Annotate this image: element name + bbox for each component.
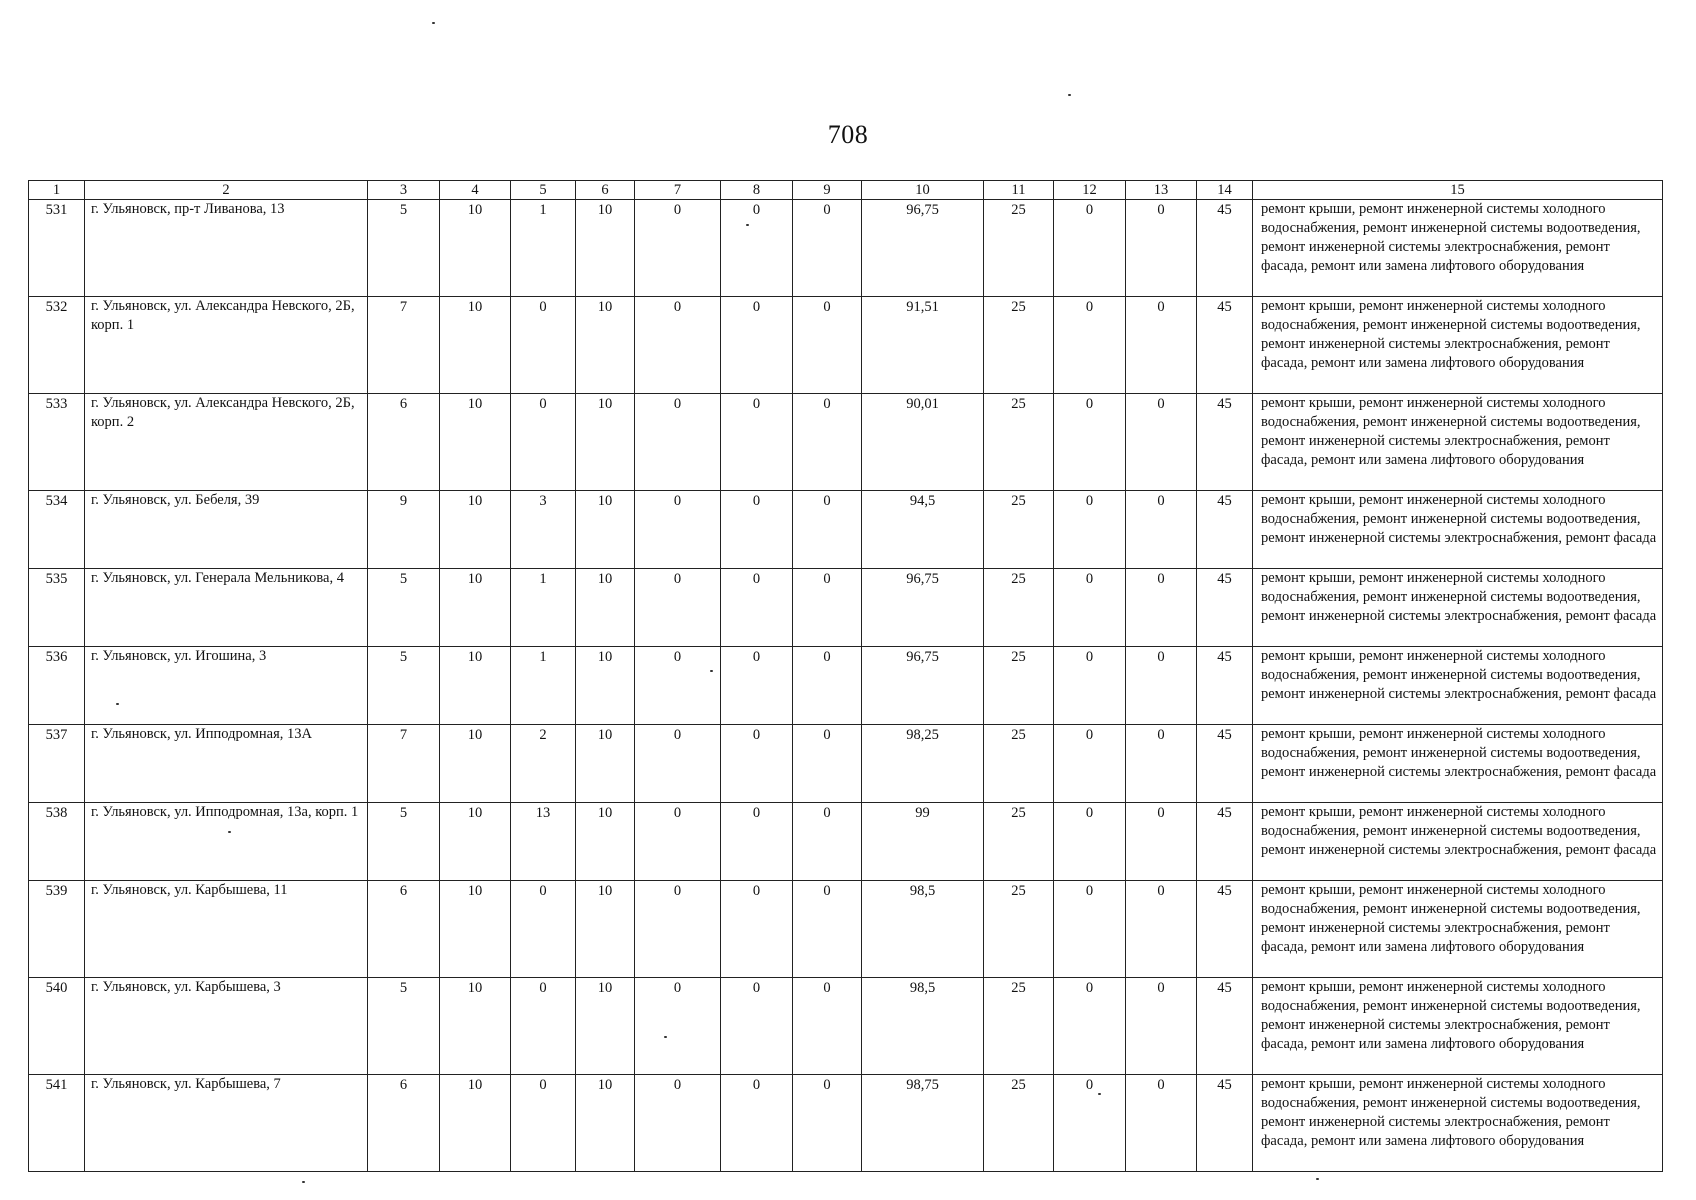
table-row bbox=[29, 647, 1663, 725]
cell-col-6: 10 bbox=[576, 647, 635, 725]
cell-col-7: 0 bbox=[635, 978, 721, 1075]
table-row bbox=[29, 803, 1663, 881]
cell-col-10: 98,5 bbox=[862, 978, 984, 1075]
cell-col-9: 0 bbox=[793, 200, 862, 297]
cell-col-3: 7 bbox=[368, 725, 440, 803]
cell-col-6: 10 bbox=[576, 803, 635, 881]
cell-col-11: 25 bbox=[984, 491, 1054, 569]
cell-col-3: 5 bbox=[368, 200, 440, 297]
cell-col-8: 0 bbox=[721, 881, 793, 978]
cell-col-10: 91,51 bbox=[862, 297, 984, 394]
cell-col-12: 0 bbox=[1054, 297, 1126, 394]
cell-col-11: 25 bbox=[984, 725, 1054, 803]
cell-col-7: 0 bbox=[635, 394, 721, 491]
cell-col-14: 45 bbox=[1197, 978, 1253, 1075]
scan-speck bbox=[1316, 1178, 1319, 1180]
cell-col-8: 0 bbox=[721, 725, 793, 803]
address-cell: г. Ульяновск, пр-т Ливанова, 13 bbox=[85, 200, 368, 297]
cell-col-10: 94,5 bbox=[862, 491, 984, 569]
col-header-6: 6 bbox=[576, 181, 635, 200]
table-row bbox=[29, 200, 1663, 297]
cell-col-11: 25 bbox=[984, 803, 1054, 881]
cell-col-4: 10 bbox=[440, 1075, 511, 1172]
address-cell: г. Ульяновск, ул. Бебеля, 39 bbox=[85, 491, 368, 569]
cell-col-8: 0 bbox=[721, 978, 793, 1075]
cell-col-3: 6 bbox=[368, 1075, 440, 1172]
cell-col-5: 0 bbox=[511, 394, 576, 491]
col-header-14: 14 bbox=[1197, 181, 1253, 200]
col-header-8: 8 bbox=[721, 181, 793, 200]
table-row bbox=[29, 569, 1663, 647]
cell-col-8: 0 bbox=[721, 569, 793, 647]
col-header-7: 7 bbox=[635, 181, 721, 200]
cell-col-4: 10 bbox=[440, 725, 511, 803]
cell-col-13: 0 bbox=[1126, 569, 1197, 647]
works-list-cell: ремонт крыши, ремонт инженерной системы холодного водоснабжения, ремонт инженерной системы водоотведения, ремонт инженерной системы электроснабжения, ремонт фасада, ремонт или замена лифтового оборудования bbox=[1253, 881, 1663, 978]
table-row bbox=[29, 297, 1663, 394]
scan-speck bbox=[664, 1036, 667, 1038]
cell-col-11: 25 bbox=[984, 297, 1054, 394]
works-list-cell: ремонт крыши, ремонт инженерной системы холодного водоснабжения, ремонт инженерной системы водоотведения, ремонт инженерной системы электроснабжения, ремонт фасада, ремонт или замена лифтового оборудования bbox=[1253, 394, 1663, 491]
works-list-cell: ремонт крыши, ремонт инженерной системы холодного водоснабжения, ремонт инженерной системы водоотведения, ремонт инженерной системы электроснабжения, ремонт фасада bbox=[1253, 725, 1663, 803]
column-number-row bbox=[29, 181, 1663, 200]
cell-col-4: 10 bbox=[440, 569, 511, 647]
cell-col-4: 10 bbox=[440, 200, 511, 297]
cell-col-4: 10 bbox=[440, 881, 511, 978]
col-header-12: 12 bbox=[1054, 181, 1126, 200]
cell-col-9: 0 bbox=[793, 297, 862, 394]
cell-col-8: 0 bbox=[721, 647, 793, 725]
row-number: 534 bbox=[29, 491, 85, 569]
cell-col-10: 96,75 bbox=[862, 200, 984, 297]
col-header-9: 9 bbox=[793, 181, 862, 200]
cell-col-12: 0 bbox=[1054, 978, 1126, 1075]
cell-col-7: 0 bbox=[635, 1075, 721, 1172]
cell-col-14: 45 bbox=[1197, 803, 1253, 881]
row-number: 541 bbox=[29, 1075, 85, 1172]
cell-col-11: 25 bbox=[984, 978, 1054, 1075]
cell-col-14: 45 bbox=[1197, 725, 1253, 803]
cell-col-12: 0 bbox=[1054, 803, 1126, 881]
cell-col-14: 45 bbox=[1197, 394, 1253, 491]
col-header-5: 5 bbox=[511, 181, 576, 200]
address-cell: г. Ульяновск, ул. Карбышева, 11 bbox=[85, 881, 368, 978]
cell-col-11: 25 bbox=[984, 647, 1054, 725]
cell-col-13: 0 bbox=[1126, 491, 1197, 569]
cell-col-5: 1 bbox=[511, 647, 576, 725]
cell-col-7: 0 bbox=[635, 725, 721, 803]
cell-col-5: 2 bbox=[511, 725, 576, 803]
row-number: 536 bbox=[29, 647, 85, 725]
table-row bbox=[29, 491, 1663, 569]
cell-col-6: 10 bbox=[576, 881, 635, 978]
cell-col-3: 5 bbox=[368, 978, 440, 1075]
cell-col-12: 0 bbox=[1054, 569, 1126, 647]
col-header-3: 3 bbox=[368, 181, 440, 200]
cell-col-8: 0 bbox=[721, 491, 793, 569]
table-row bbox=[29, 394, 1663, 491]
cell-col-12: 0 bbox=[1054, 647, 1126, 725]
cell-col-9: 0 bbox=[793, 881, 862, 978]
cell-col-8: 0 bbox=[721, 200, 793, 297]
col-header-1: 1 bbox=[29, 181, 85, 200]
cell-col-6: 10 bbox=[576, 978, 635, 1075]
cell-col-12: 0 bbox=[1054, 394, 1126, 491]
col-header-11: 11 bbox=[984, 181, 1054, 200]
cell-col-8: 0 bbox=[721, 803, 793, 881]
works-list-cell: ремонт крыши, ремонт инженерной системы холодного водоснабжения, ремонт инженерной системы водоотведения, ремонт инженерной системы электроснабжения, ремонт фасада, ремонт или замена лифтового оборудования bbox=[1253, 297, 1663, 394]
cell-col-3: 7 bbox=[368, 297, 440, 394]
cell-col-9: 0 bbox=[793, 569, 862, 647]
row-number: 533 bbox=[29, 394, 85, 491]
address-cell: г. Ульяновск, ул. Игошина, 3 bbox=[85, 647, 368, 725]
col-header-2: 2 bbox=[85, 181, 368, 200]
cell-col-12: 0 bbox=[1054, 200, 1126, 297]
col-header-15: 15 bbox=[1253, 181, 1663, 200]
cell-col-9: 0 bbox=[793, 394, 862, 491]
address-cell: г. Ульяновск, ул. Генерала Мельникова, 4 bbox=[85, 569, 368, 647]
row-number: 539 bbox=[29, 881, 85, 978]
scan-speck bbox=[116, 703, 119, 705]
works-list-cell: ремонт крыши, ремонт инженерной системы холодного водоснабжения, ремонт инженерной системы водоотведения, ремонт инженерной системы электроснабжения, ремонт фасада bbox=[1253, 491, 1663, 569]
cell-col-10: 98,25 bbox=[862, 725, 984, 803]
col-header-10: 10 bbox=[862, 181, 984, 200]
cell-col-4: 10 bbox=[440, 491, 511, 569]
cell-col-3: 9 bbox=[368, 491, 440, 569]
works-list-cell: ремонт крыши, ремонт инженерной системы холодного водоснабжения, ремонт инженерной системы водоотведения, ремонт инженерной системы электроснабжения, ремонт фасада bbox=[1253, 569, 1663, 647]
address-cell: г. Ульяновск, ул. Александра Невского, 2Б, корп. 2 bbox=[85, 394, 368, 491]
row-number: 540 bbox=[29, 978, 85, 1075]
works-list-cell: ремонт крыши, ремонт инженерной системы холодного водоснабжения, ремонт инженерной системы водоотведения, ремонт инженерной системы электроснабжения, ремонт фасада bbox=[1253, 647, 1663, 725]
address-cell: г. Ульяновск, ул. Ипподромная, 13а, корп. 1 bbox=[85, 803, 368, 881]
scan-speck bbox=[1068, 94, 1071, 96]
cell-col-11: 25 bbox=[984, 881, 1054, 978]
cell-col-12: 0 bbox=[1054, 725, 1126, 803]
cell-col-11: 25 bbox=[984, 1075, 1054, 1172]
cell-col-12: 0 bbox=[1054, 491, 1126, 569]
cell-col-3: 6 bbox=[368, 881, 440, 978]
col-header-13: 13 bbox=[1126, 181, 1197, 200]
cell-col-5: 0 bbox=[511, 978, 576, 1075]
cell-col-13: 0 bbox=[1126, 1075, 1197, 1172]
cell-col-10: 98,75 bbox=[862, 1075, 984, 1172]
cell-col-6: 10 bbox=[576, 394, 635, 491]
cell-col-10: 98,5 bbox=[862, 881, 984, 978]
cell-col-3: 5 bbox=[368, 803, 440, 881]
cell-col-13: 0 bbox=[1126, 881, 1197, 978]
cell-col-6: 10 bbox=[576, 200, 635, 297]
works-list-cell: ремонт крыши, ремонт инженерной системы холодного водоснабжения, ремонт инженерной системы водоотведения, ремонт инженерной системы электроснабжения, ремонт фасада, ремонт или замена лифтового оборудования bbox=[1253, 1075, 1663, 1172]
cell-col-6: 10 bbox=[576, 725, 635, 803]
cell-col-7: 0 bbox=[635, 569, 721, 647]
scan-speck bbox=[432, 22, 435, 24]
cell-col-3: 5 bbox=[368, 647, 440, 725]
table-row bbox=[29, 1075, 1663, 1172]
cell-col-9: 0 bbox=[793, 491, 862, 569]
cell-col-4: 10 bbox=[440, 647, 511, 725]
cell-col-6: 10 bbox=[576, 1075, 635, 1172]
cell-col-6: 10 bbox=[576, 491, 635, 569]
works-list-cell: ремонт крыши, ремонт инженерной системы холодного водоснабжения, ремонт инженерной системы водоотведения, ремонт инженерной системы электроснабжения, ремонт фасада bbox=[1253, 803, 1663, 881]
cell-col-5: 13 bbox=[511, 803, 576, 881]
scan-speck bbox=[228, 831, 231, 833]
scan-speck bbox=[746, 224, 749, 226]
cell-col-13: 0 bbox=[1126, 394, 1197, 491]
cell-col-5: 0 bbox=[511, 881, 576, 978]
cell-col-5: 1 bbox=[511, 200, 576, 297]
scan-speck bbox=[1098, 1093, 1101, 1095]
scan-speck bbox=[302, 1181, 305, 1183]
row-number: 535 bbox=[29, 569, 85, 647]
cell-col-5: 0 bbox=[511, 297, 576, 394]
row-number: 537 bbox=[29, 725, 85, 803]
col-header-4: 4 bbox=[440, 181, 511, 200]
cell-col-6: 10 bbox=[576, 297, 635, 394]
cell-col-14: 45 bbox=[1197, 647, 1253, 725]
cell-col-5: 0 bbox=[511, 1075, 576, 1172]
table-row bbox=[29, 881, 1663, 978]
works-list-cell: ремонт крыши, ремонт инженерной системы холодного водоснабжения, ремонт инженерной системы водоотведения, ремонт инженерной системы электроснабжения, ремонт фасада, ремонт или замена лифтового оборудования bbox=[1253, 200, 1663, 297]
cell-col-13: 0 bbox=[1126, 803, 1197, 881]
table-row bbox=[29, 978, 1663, 1075]
cell-col-6: 10 bbox=[576, 569, 635, 647]
cell-col-10: 90,01 bbox=[862, 394, 984, 491]
cell-col-13: 0 bbox=[1126, 725, 1197, 803]
address-cell: г. Ульяновск, ул. Александра Невского, 2Б, корп. 1 bbox=[85, 297, 368, 394]
cell-col-13: 0 bbox=[1126, 297, 1197, 394]
cell-col-14: 45 bbox=[1197, 881, 1253, 978]
cell-col-8: 0 bbox=[721, 1075, 793, 1172]
address-cell: г. Ульяновск, ул. Ипподромная, 13А bbox=[85, 725, 368, 803]
cell-col-13: 0 bbox=[1126, 978, 1197, 1075]
cell-col-5: 1 bbox=[511, 569, 576, 647]
cell-col-11: 25 bbox=[984, 394, 1054, 491]
address-cell: г. Ульяновск, ул. Карбышева, 3 bbox=[85, 978, 368, 1075]
cell-col-9: 0 bbox=[793, 647, 862, 725]
cell-col-7: 0 bbox=[635, 491, 721, 569]
works-list-cell: ремонт крыши, ремонт инженерной системы холодного водоснабжения, ремонт инженерной системы водоотведения, ремонт инженерной системы электроснабжения, ремонт фасада, ремонт или замена лифтового оборудования bbox=[1253, 978, 1663, 1075]
cell-col-8: 0 bbox=[721, 297, 793, 394]
cell-col-14: 45 bbox=[1197, 200, 1253, 297]
address-cell: г. Ульяновск, ул. Карбышева, 7 bbox=[85, 1075, 368, 1172]
cell-col-7: 0 bbox=[635, 297, 721, 394]
row-number: 531 bbox=[29, 200, 85, 297]
cell-col-4: 10 bbox=[440, 297, 511, 394]
page-number: 708 bbox=[827, 120, 869, 149]
cell-col-10: 99 bbox=[862, 803, 984, 881]
cell-col-10: 96,75 bbox=[862, 569, 984, 647]
table-row bbox=[29, 725, 1663, 803]
cell-col-14: 45 bbox=[1197, 491, 1253, 569]
cell-col-12: 0 bbox=[1054, 1075, 1126, 1172]
cell-col-9: 0 bbox=[793, 803, 862, 881]
cell-col-13: 0 bbox=[1126, 200, 1197, 297]
cell-col-3: 6 bbox=[368, 394, 440, 491]
cell-col-14: 45 bbox=[1197, 297, 1253, 394]
scan-speck bbox=[710, 670, 713, 672]
cell-col-3: 5 bbox=[368, 569, 440, 647]
cell-col-14: 45 bbox=[1197, 1075, 1253, 1172]
cell-col-9: 0 bbox=[793, 1075, 862, 1172]
cell-col-5: 3 bbox=[511, 491, 576, 569]
cell-col-4: 10 bbox=[440, 978, 511, 1075]
cell-col-10: 96,75 bbox=[862, 647, 984, 725]
cell-col-7: 0 bbox=[635, 803, 721, 881]
cell-col-7: 0 bbox=[635, 647, 721, 725]
cell-col-4: 10 bbox=[440, 803, 511, 881]
cell-col-13: 0 bbox=[1126, 647, 1197, 725]
works-table bbox=[28, 180, 1663, 1172]
cell-col-11: 25 bbox=[984, 200, 1054, 297]
cell-col-12: 0 bbox=[1054, 881, 1126, 978]
cell-col-9: 0 bbox=[793, 725, 862, 803]
row-number: 538 bbox=[29, 803, 85, 881]
cell-col-9: 0 bbox=[793, 978, 862, 1075]
cell-col-8: 0 bbox=[721, 394, 793, 491]
cell-col-11: 25 bbox=[984, 569, 1054, 647]
cell-col-7: 0 bbox=[635, 200, 721, 297]
cell-col-4: 10 bbox=[440, 394, 511, 491]
row-number: 532 bbox=[29, 297, 85, 394]
cell-col-7: 0 bbox=[635, 881, 721, 978]
cell-col-14: 45 bbox=[1197, 569, 1253, 647]
